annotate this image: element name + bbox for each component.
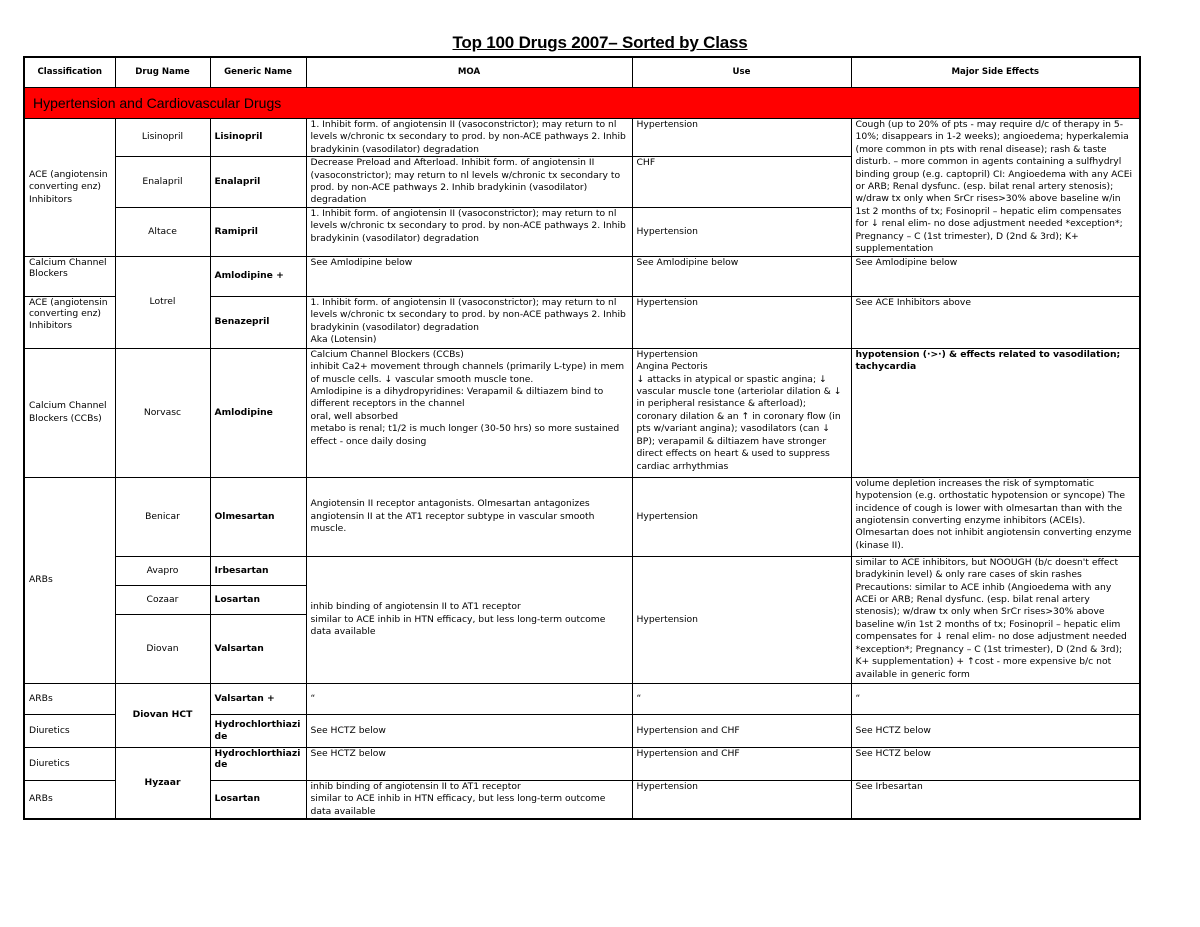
- drug-name-cell: Lisinopril: [115, 119, 210, 157]
- header-classification: Classification: [24, 57, 115, 88]
- classification-cell: Diuretics: [24, 747, 115, 780]
- table-row: [24, 556, 1140, 585]
- classification-cell: ARBs: [24, 780, 115, 819]
- classification-cell: ACE (angiotensin converting enz) Inhibitors: [24, 296, 115, 348]
- table-row: [24, 256, 1140, 296]
- moa-cell: See HCTZ below: [306, 714, 632, 747]
- header-generic-name: Generic Name: [210, 57, 306, 88]
- classification-cell: Diuretics: [24, 714, 115, 747]
- generic-name-cell: Benazepril: [210, 296, 306, 348]
- drug-name-cell: Cozaar: [115, 585, 210, 614]
- drug-name-cell: Lotrel: [115, 256, 210, 348]
- moa-cell: See Amlodipine below: [306, 256, 632, 296]
- header-use: Use: [632, 57, 851, 88]
- header-row: [24, 57, 1140, 88]
- generic-name-cell: Olmesartan: [210, 477, 306, 556]
- side-effects-cell: See ACE Inhibitors above: [851, 296, 1140, 348]
- moa-cell: Decrease Preload and Afterload. Inhibit form. of angiotensin II (vasoconstrictor); may return to nl levels w/chronic tx secondary to prod. by non-ACE pathways 2. Inhib bradykinin (vasodilator) degradation: [306, 157, 632, 208]
- header-side-effects: Major Side Effects: [851, 57, 1140, 88]
- classification-cell: ARBs: [24, 477, 115, 683]
- drug-name-cell: Enalapril: [115, 157, 210, 208]
- generic-name-cell: Enalapril: [210, 157, 306, 208]
- drug-name-cell: Norvasc: [115, 348, 210, 477]
- use-cell: Hypertension and CHF: [632, 714, 851, 747]
- generic-name-cell: Losartan: [210, 780, 306, 819]
- table-row: [24, 348, 1140, 477]
- use-cell: Hypertension Angina Pectoris ↓ attacks in atypical or spastic angina; ↓ vascular muscle tone (arteriolar dilation & ↓ in peripheral resistance & afterload); coronary dilation & an ↑ in coronary flow (in pts w/variant angina); vasodilators (can ↓ BP); verapamil & diltiazem have stronger direct effects on heart & used to suppress cardiac arrhythmias: [632, 348, 851, 477]
- moa-cell: Angiotensin II receptor antagonists. Olmesartan antagonizes angiotensin II at the AT1 receptor subtype in vascular smooth muscle.: [306, 477, 632, 556]
- drug-name-cell: Altace: [115, 207, 210, 256]
- use-cell: CHF: [632, 157, 851, 208]
- classification-cell: Calcium Channel Blockers: [24, 256, 115, 296]
- section-heading: Hypertension and Cardiovascular Drugs: [24, 88, 1140, 119]
- use-cell: Hypertension: [632, 477, 851, 556]
- moa-cell: 1. Inhibit form. of angiotensin II (vasoconstrictor); may return to nl levels w/chronic tx secondary to prod. by non-ACE pathways 2. Inhib bradykinin (vasodilator) degradation: [306, 207, 632, 256]
- use-cell: Hypertension: [632, 780, 851, 819]
- drug-table: [23, 56, 1141, 820]
- use-cell: Hypertension: [632, 296, 851, 348]
- use-cell: “: [632, 683, 851, 714]
- side-effects-cell: volume depletion increases the risk of symptomatic hypotension (e.g. orthostatic hypotension or syncope) The incidence of cough is lower with olmesartan than with the angiotensin converting enzyme inhibitors (ACEIs). Olmesartan does not inhibit angiotensin converting enzyme (kinase II).: [851, 477, 1140, 556]
- drug-name-cell: Diovan HCT: [115, 683, 210, 747]
- page-title: Top 100 Drugs 2007– Sorted by Class: [452, 33, 748, 52]
- moa-cell: inhib binding of angiotensin II to AT1 receptor similar to ACE inhib in HTN efficacy, but less long-term outcome data available: [306, 780, 632, 819]
- side-effects-cell: Cough (up to 20% of pts - may require d/c of therapy in 5-10%; disappears in 1-2 weeks); angioedema; hyperkalemia (more common in pts with renal disease); rash & taste disturb. – more common in agents containing a sulfhydryl binding group (e.g. captopril) CI: Angioedema with any ACEi or ARB; Renal dysfunc. (esp. bilat renal artery stenosis); w/draw tx only when SrCr rises>30% above baseline w/in 1st 2 months of tx; Fosinopril – hepatic elim compensates for ↓ renal elim- no dose adjustment needed *exception*; Pregnancy – C (1st trimester), D (2nd & 3rd); K+ supplementation: [851, 119, 1140, 257]
- generic-name-cell: Irbesartan: [210, 556, 306, 585]
- moa-cell: Calcium Channel Blockers (CCBs) inhibit Ca2+ movement through channels (primarily L-type) in mem of muscle cells. ↓ vascular smooth muscle tone. Amlodipine is a dihydropyridines: Verapamil & diltiazem bind to different receptors in the channel oral, well absorbed metabo is renal; t1/2 is much longer (30-50 hrs) so more sustained effect - once daily dosing: [306, 348, 632, 477]
- use-cell: Hypertension: [632, 207, 851, 256]
- moa-cell: See HCTZ below: [306, 747, 632, 780]
- use-cell: See Amlodipine below: [632, 256, 851, 296]
- drug-name-cell: Diovan: [115, 614, 210, 683]
- drug-name-cell: Hyzaar: [115, 747, 210, 819]
- section-row: [24, 88, 1140, 119]
- side-effects-cell: See Amlodipine below: [851, 256, 1140, 296]
- classification-cell: ACE (angiotensin converting enz) Inhibitors: [24, 119, 115, 257]
- table-row: [24, 119, 1140, 157]
- generic-name-cell: Ramipril: [210, 207, 306, 256]
- moa-cell: inhib binding of angiotensin II to AT1 receptor similar to ACE inhib in HTN efficacy, but less long-term outcome data available: [306, 556, 632, 683]
- side-effects-cell: See HCTZ below: [851, 747, 1140, 780]
- generic-name-cell: Amlodipine +: [210, 256, 306, 296]
- side-effects-cell: hypotension (·>·) & effects related to vasodilation; tachycardia: [851, 348, 1140, 477]
- use-cell: Hypertension and CHF: [632, 747, 851, 780]
- moa-cell: 1. Inhibit form. of angiotensin II (vasoconstrictor); may return to nl levels w/chronic tx secondary to prod. by non-ACE pathways 2. Inhib bradykinin (vasodilator) degradation: [306, 119, 632, 157]
- classification-cell: Calcium Channel Blockers (CCBs): [24, 348, 115, 477]
- table-row: [24, 477, 1140, 556]
- drug-name-cell: Avapro: [115, 556, 210, 585]
- drug-name-cell: Benicar: [115, 477, 210, 556]
- generic-name-cell: Hydrochlorthiazide: [210, 747, 306, 780]
- generic-name-cell: Losartan: [210, 585, 306, 614]
- side-effects-cell: See HCTZ below: [851, 714, 1140, 747]
- side-effects-cell: See Irbesartan: [851, 780, 1140, 819]
- header-drug-name: Drug Name: [115, 57, 210, 88]
- side-effects-cell: similar to ACE inhibitors, but NOOUGH (b/c doesn't effect bradykinin level) & only rare cases of skin rashes Precautions: similar to ACE inhib (Angioedema with any ACEi or ARB; Renal dysfunc. (esp. bilat renal artery stenosis); w/draw tx only when SrCr rises>30% above baseline w/in 1st 2 months of tx; Fosinopril – hepatic elim compensates for ↓ renal elim- no dose adjustment needed *exception*; Pregnancy – C (1st trimester), D (2nd & 3rd); K+ supplementation) + ↑cost - more expensive b/c not available in generic form: [851, 556, 1140, 683]
- generic-name-cell: Lisinopril: [210, 119, 306, 157]
- moa-cell: 1. Inhibit form. of angiotensin II (vasoconstrictor); may return to nl levels w/chronic tx secondary to prod. by non-ACE pathways 2. Inhib bradykinin (vasodilator) degradation Aka (Lotensin): [306, 296, 632, 348]
- moa-cell: “: [306, 683, 632, 714]
- generic-name-cell: Valsartan: [210, 614, 306, 683]
- use-cell: Hypertension: [632, 556, 851, 683]
- table-row: [24, 747, 1140, 780]
- generic-name-cell: Hydrochlorthiazide: [210, 714, 306, 747]
- side-effects-cell: “: [851, 683, 1140, 714]
- generic-name-cell: Valsartan +: [210, 683, 306, 714]
- generic-name-cell: Amlodipine: [210, 348, 306, 477]
- use-cell: Hypertension: [632, 119, 851, 157]
- header-moa: MOA: [306, 57, 632, 88]
- table-row: [24, 683, 1140, 714]
- classification-cell: ARBs: [24, 683, 115, 714]
